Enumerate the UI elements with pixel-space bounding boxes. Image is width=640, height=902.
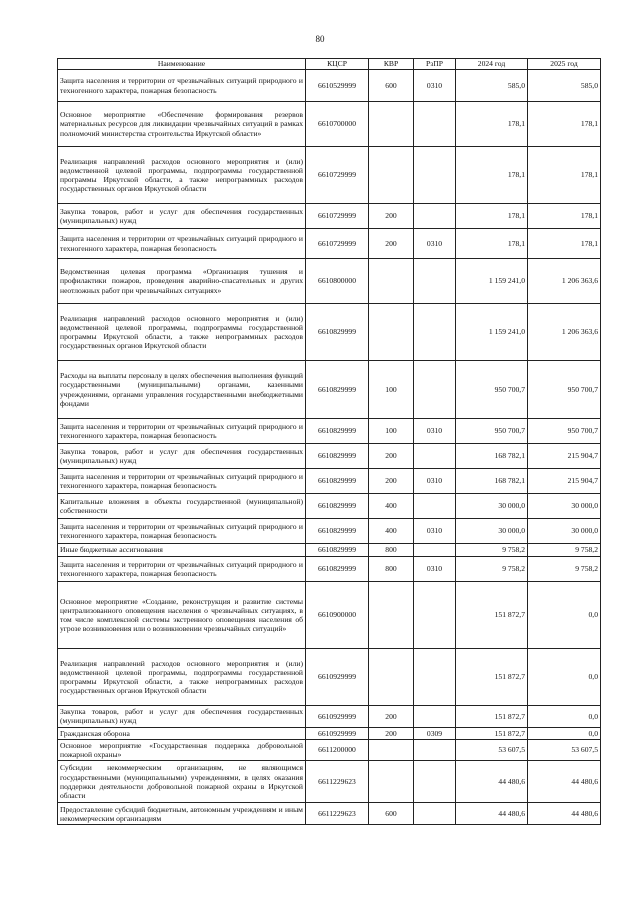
row-name-cell: Предоставление субсидий бюджетным, автономным учреждениям и иным некоммерческим организациям	[58, 803, 306, 825]
row-2024-cell: 1 159 241,0	[456, 304, 528, 361]
row-name-cell: Реализация направлений расходов основного мероприятия и (или) ведомственной целевой программы, подпрограммы государственной программы Иркутской области, а также непрограммных расходов государственных органов Иркутской области	[58, 649, 306, 706]
row-2025-cell: 178,1	[528, 147, 601, 204]
table-row	[58, 361, 601, 419]
row-rzpr-cell	[414, 803, 456, 825]
row-2025-cell: 0,0	[528, 706, 601, 728]
row-kvr-cell: 600	[369, 70, 414, 102]
row-kvr-cell	[369, 304, 414, 361]
row-kvr-cell: 100	[369, 361, 414, 419]
table-row	[58, 304, 601, 361]
row-kcsr-cell: 6610729999	[306, 204, 369, 229]
row-kvr-cell	[369, 147, 414, 204]
page-number: 80	[315, 34, 325, 44]
table-row	[58, 419, 601, 444]
row-rzpr-cell	[414, 204, 456, 229]
row-kvr-cell: 600	[369, 803, 414, 825]
row-2025-cell: 0,0	[528, 582, 601, 649]
row-2025-cell: 950 700,7	[528, 419, 601, 444]
row-name-cell: Защита населения и территории от чрезвычайных ситуаций природного и техногенного характера, пожарная безопасность	[58, 70, 306, 102]
row-rzpr-cell: 0310	[414, 469, 456, 494]
row-rzpr-cell: 0310	[414, 70, 456, 102]
row-2024-cell: 151 872,7	[456, 727, 528, 739]
row-kvr-cell	[369, 739, 414, 761]
row-name-cell: Капитальные вложения в объекты государственной (муниципальной) собственности	[58, 494, 306, 519]
column-header-kcsr: КЦСР	[306, 59, 369, 70]
row-rzpr-cell	[414, 147, 456, 204]
row-2024-cell: 151 872,7	[456, 706, 528, 728]
row-2024-cell: 1 159 241,0	[456, 259, 528, 304]
row-rzpr-cell	[414, 706, 456, 728]
row-kvr-cell: 400	[369, 494, 414, 519]
row-rzpr-cell	[414, 444, 456, 469]
row-kvr-cell: 200	[369, 229, 414, 259]
row-kcsr-cell: 6610829999	[306, 557, 369, 582]
row-name-cell: Закупка товаров, работ и услуг для обеспечения государственных (муниципальных) нужд	[58, 204, 306, 229]
row-rzpr-cell	[414, 102, 456, 147]
column-header-rzpr: РзПР	[414, 59, 456, 70]
row-name-cell: Защита населения и территории от чрезвычайных ситуаций природного и техногенного характера, пожарная безопасность	[58, 229, 306, 259]
row-2025-cell: 178,1	[528, 204, 601, 229]
table-row	[58, 803, 601, 825]
row-2025-cell: 30 000,0	[528, 494, 601, 519]
row-name-cell: Реализация направлений расходов основного мероприятия и (или) ведомственной целевой программы, подпрограммы государственной программы Иркутской области, а также непрограммных расходов государственных органов Иркутской области	[58, 304, 306, 361]
row-kcsr-cell: 6610700000	[306, 102, 369, 147]
row-kvr-cell: 800	[369, 557, 414, 582]
row-kcsr-cell: 6610829999	[306, 469, 369, 494]
row-2025-cell: 0,0	[528, 727, 601, 739]
table-row	[58, 649, 601, 706]
row-name-cell: Закупка товаров, работ и услуг для обеспечения государственных (муниципальных) нужд	[58, 706, 306, 728]
row-name-cell: Защита населения и территории от чрезвычайных ситуаций природного и техногенного характера, пожарная безопасность	[58, 519, 306, 544]
row-2025-cell: 215 904,7	[528, 444, 601, 469]
row-2025-cell: 44 480,6	[528, 761, 601, 803]
row-kcsr-cell: 6610729999	[306, 229, 369, 259]
row-2025-cell: 9 758,2	[528, 557, 601, 582]
row-rzpr-cell: 0310	[414, 557, 456, 582]
row-kvr-cell: 400	[369, 519, 414, 544]
table-row	[58, 706, 601, 728]
row-kcsr-cell: 6610929999	[306, 649, 369, 706]
table-row	[58, 147, 601, 204]
row-rzpr-cell	[414, 761, 456, 803]
row-2025-cell: 53 607,5	[528, 739, 601, 761]
row-kvr-cell: 200	[369, 444, 414, 469]
row-kcsr-cell: 6610800000	[306, 259, 369, 304]
row-rzpr-cell	[414, 494, 456, 519]
row-rzpr-cell	[414, 304, 456, 361]
table-row	[58, 582, 601, 649]
row-2024-cell: 178,1	[456, 229, 528, 259]
table-row	[58, 469, 601, 494]
row-kcsr-cell: 6610829999	[306, 519, 369, 544]
row-kcsr-cell: 6610729999	[306, 147, 369, 204]
table-row	[58, 259, 601, 304]
row-name-cell: Основное мероприятие «Обеспечение формирования резервов материальных ресурсов для ликвидации чрезвычайных ситуаций в рамках полномочий министерства строительства Иркутской области»	[58, 102, 306, 147]
row-rzpr-cell	[414, 259, 456, 304]
row-kvr-cell	[369, 102, 414, 147]
row-kcsr-cell: 6610929999	[306, 706, 369, 728]
row-rzpr-cell: 0310	[414, 519, 456, 544]
row-kvr-cell: 800	[369, 544, 414, 557]
row-kcsr-cell: 6610829999	[306, 544, 369, 557]
row-name-cell: Защита населения и территории от чрезвычайных ситуаций природного и техногенного характера, пожарная безопасность	[58, 419, 306, 444]
row-2025-cell: 1 206 363,6	[528, 259, 601, 304]
row-kcsr-cell: 6611229623	[306, 761, 369, 803]
row-name-cell: Иные бюджетные ассигнования	[58, 544, 306, 557]
row-rzpr-cell	[414, 361, 456, 419]
row-name-cell: Реализация направлений расходов основного мероприятия и (или) ведомственной целевой программы, подпрограммы государственной программы Иркутской области, а также непрограммных расходов государственных органов Иркутской области	[58, 147, 306, 204]
row-name-cell: Основное мероприятие «Создание, реконструкция и развитие системы централизованного оповещения населения о чрезвычайных ситуациях, в том числе комплексной системы экстренного оповещения населения об угрозе возникновения или о возникновении чрезвычайных ситуаций»	[58, 582, 306, 649]
row-kcsr-cell: 6611229623	[306, 803, 369, 825]
table-row	[58, 444, 601, 469]
row-kcsr-cell: 6610529999	[306, 70, 369, 102]
row-name-cell: Ведомственная целевая программа «Организация тушения и профилактики пожаров, проведения аварийно-спасательных и других неотложных работ при чрезвычайных ситуациях»	[58, 259, 306, 304]
row-2025-cell: 44 480,6	[528, 803, 601, 825]
row-2024-cell: 44 480,6	[456, 803, 528, 825]
row-rzpr-cell	[414, 739, 456, 761]
row-kvr-cell: 200	[369, 204, 414, 229]
row-2025-cell: 1 206 363,6	[528, 304, 601, 361]
row-kcsr-cell: 6610829999	[306, 419, 369, 444]
table-row	[58, 204, 601, 229]
row-kcsr-cell: 6610929999	[306, 727, 369, 739]
table-row	[58, 544, 601, 557]
row-name-cell: Основное мероприятие «Государственная поддержка добровольной пожарной охраны»	[58, 739, 306, 761]
column-header-name: Наименование	[58, 59, 306, 70]
row-2024-cell: 168 782,1	[456, 469, 528, 494]
table-row	[58, 727, 601, 739]
row-2024-cell: 151 872,7	[456, 649, 528, 706]
row-2024-cell: 178,1	[456, 102, 528, 147]
column-header-kvr: КВР	[369, 59, 414, 70]
row-name-cell: Гражданская оборона	[58, 727, 306, 739]
row-name-cell: Защита населения и территории от чрезвычайных ситуаций природного и техногенного характера, пожарная безопасность	[58, 469, 306, 494]
row-2025-cell: 0,0	[528, 649, 601, 706]
table-row	[58, 739, 601, 761]
table-row	[58, 761, 601, 803]
row-2025-cell: 30 000,0	[528, 519, 601, 544]
row-name-cell: Закупка товаров, работ и услуг для обеспечения государственных (муниципальных) нужд	[58, 444, 306, 469]
row-2025-cell: 950 700,7	[528, 361, 601, 419]
table-row	[58, 557, 601, 582]
row-name-cell: Защита населения и территории от чрезвычайных ситуаций природного и техногенного характера, пожарная безопасность	[58, 557, 306, 582]
row-name-cell: Субсидии некоммерческим организациям, не являющимся государственными (муниципальными) учреждениями, в целях оказания поддержки деятельности добровольной пожарной охраны в Иркутской области	[58, 761, 306, 803]
row-2024-cell: 9 758,2	[456, 557, 528, 582]
column-header-2025: 2025 год	[528, 59, 601, 70]
row-2025-cell: 585,0	[528, 70, 601, 102]
row-kvr-cell	[369, 259, 414, 304]
row-kvr-cell: 100	[369, 419, 414, 444]
row-kcsr-cell: 6610829999	[306, 444, 369, 469]
row-rzpr-cell	[414, 544, 456, 557]
row-kvr-cell	[369, 649, 414, 706]
row-name-cell: Расходы на выплаты персоналу в целях обеспечения выполнения функций государственными (муниципальными) органами, казенными учреждениями, органами управления государственными внебюджетными фондами	[58, 361, 306, 419]
row-2025-cell: 215 904,7	[528, 469, 601, 494]
row-kvr-cell: 200	[369, 727, 414, 739]
row-2024-cell: 53 607,5	[456, 739, 528, 761]
row-2024-cell: 950 700,7	[456, 419, 528, 444]
table-row	[58, 70, 601, 102]
row-2025-cell: 9 758,2	[528, 544, 601, 557]
table-row	[58, 102, 601, 147]
row-kvr-cell: 200	[369, 469, 414, 494]
column-header-2024: 2024 год	[456, 59, 528, 70]
row-kcsr-cell: 6610900000	[306, 582, 369, 649]
row-2024-cell: 585,0	[456, 70, 528, 102]
row-2025-cell: 178,1	[528, 102, 601, 147]
row-rzpr-cell	[414, 582, 456, 649]
row-kvr-cell	[369, 582, 414, 649]
row-2024-cell: 178,1	[456, 147, 528, 204]
row-rzpr-cell: 0310	[414, 419, 456, 444]
row-2024-cell: 30 000,0	[456, 494, 528, 519]
row-kcsr-cell: 6610829999	[306, 304, 369, 361]
row-2024-cell: 151 872,7	[456, 582, 528, 649]
table-row	[58, 494, 601, 519]
row-kcsr-cell: 6610829999	[306, 361, 369, 419]
budget-table	[57, 58, 601, 825]
row-kvr-cell	[369, 761, 414, 803]
row-2024-cell: 30 000,0	[456, 519, 528, 544]
row-2024-cell: 168 782,1	[456, 444, 528, 469]
row-2024-cell: 44 480,6	[456, 761, 528, 803]
table-row	[58, 229, 601, 259]
row-rzpr-cell	[414, 649, 456, 706]
table-row	[58, 519, 601, 544]
row-2025-cell: 178,1	[528, 229, 601, 259]
table-header-row	[58, 59, 601, 70]
row-2024-cell: 178,1	[456, 204, 528, 229]
row-rzpr-cell: 0309	[414, 727, 456, 739]
row-kvr-cell: 200	[369, 706, 414, 728]
row-2024-cell: 9 758,2	[456, 544, 528, 557]
row-rzpr-cell: 0310	[414, 229, 456, 259]
row-2024-cell: 950 700,7	[456, 361, 528, 419]
row-kcsr-cell: 6610829999	[306, 494, 369, 519]
row-kcsr-cell: 6611200000	[306, 739, 369, 761]
